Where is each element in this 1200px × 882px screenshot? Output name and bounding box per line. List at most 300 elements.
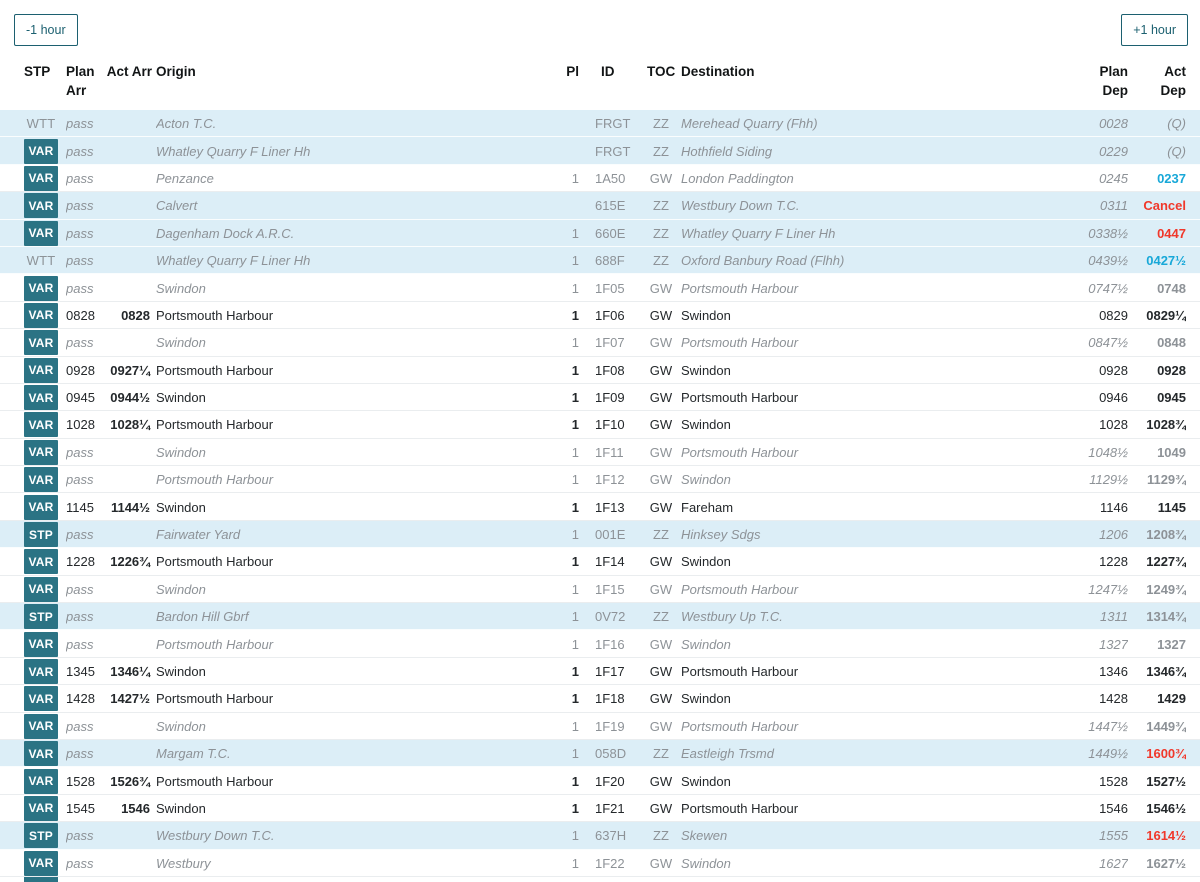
act-dep-cell: 0928 bbox=[1157, 362, 1186, 378]
stp-cell bbox=[24, 329, 66, 356]
destination-cell: Oxford Banbury Road (Flhh) bbox=[681, 253, 845, 269]
origin-cell: Portsmouth Harbour bbox=[156, 636, 274, 652]
plan-arr-cell: pass bbox=[66, 198, 94, 214]
act-dep-cell: 1627½ bbox=[1146, 855, 1186, 871]
toc-cell: GW bbox=[649, 773, 673, 789]
stp-badge: VAR bbox=[24, 330, 58, 355]
train-id-cell: 1F17 bbox=[595, 664, 625, 679]
act-dep-cell: 1208¾ bbox=[1146, 527, 1186, 543]
origin-cell: Acton T.C. bbox=[156, 116, 217, 132]
train-id-cell: 1F18 bbox=[595, 691, 625, 707]
act-arr-cell: 1546 bbox=[121, 800, 150, 816]
stp-cell bbox=[24, 658, 66, 685]
platform-cell: 1 bbox=[571, 280, 579, 296]
toc-cell: ZZ bbox=[653, 198, 669, 214]
toc-cell: GW bbox=[649, 307, 673, 323]
act-dep-cell: 1028¾ bbox=[1146, 417, 1186, 433]
act-dep-cell: 1600¾ bbox=[1146, 746, 1186, 762]
destination-cell: Portsmouth Harbour bbox=[681, 800, 799, 816]
toc-cell: GW bbox=[649, 636, 673, 652]
toc-cell: ZZ bbox=[653, 746, 669, 762]
table-row[interactable] bbox=[0, 850, 1200, 877]
plan-dep-cell: 0829 bbox=[1099, 307, 1128, 323]
header-stp: STP bbox=[24, 64, 51, 79]
plan-arr-cell: pass bbox=[66, 609, 94, 625]
origin-cell: Swindon bbox=[156, 444, 206, 460]
header-toc: TOC bbox=[647, 64, 676, 79]
train-id-cell: 1F11 bbox=[595, 444, 624, 460]
platform-cell: 1 bbox=[571, 609, 579, 625]
origin-cell: Swindon bbox=[156, 581, 206, 597]
toc-cell: GW bbox=[649, 581, 673, 597]
header-train-id: ID bbox=[601, 64, 615, 79]
plan-arr-cell: 1428 bbox=[66, 691, 95, 707]
train-id-cell: 1F13 bbox=[595, 499, 625, 515]
train-id-cell: 1F10 bbox=[595, 417, 625, 433]
platform-cell: 1 bbox=[571, 855, 579, 871]
destination-cell: Skewen bbox=[681, 828, 728, 844]
stp-cell bbox=[24, 603, 66, 630]
header-plan-dep: Plan Dep bbox=[1099, 64, 1128, 98]
toc-cell: GW bbox=[649, 417, 673, 433]
plan-dep-cell: 0439½ bbox=[1088, 253, 1128, 269]
table-header bbox=[0, 62, 1200, 110]
table-row[interactable] bbox=[0, 822, 1200, 849]
origin-cell: Fairwater Yard bbox=[156, 527, 241, 543]
plan-arr-cell: pass bbox=[66, 828, 94, 844]
act-dep-cell: (Q) bbox=[1167, 143, 1186, 159]
table-row[interactable] bbox=[0, 247, 1200, 274]
origin-cell: Swindon bbox=[156, 718, 206, 734]
stp-cell bbox=[24, 137, 66, 164]
stp-cell bbox=[24, 630, 66, 657]
destination-cell: Whatley Quarry F Liner Hh bbox=[681, 225, 836, 241]
stp-badge: VAR bbox=[24, 385, 58, 410]
origin-cell: Portsmouth Harbour bbox=[156, 307, 274, 323]
toolbar bbox=[0, 0, 1200, 46]
table-row[interactable] bbox=[0, 521, 1200, 548]
toc-cell: GW bbox=[649, 499, 673, 515]
table-row[interactable] bbox=[0, 466, 1200, 493]
act-arr-cell: 0927¼ bbox=[110, 362, 150, 378]
platform-cell: 1 bbox=[571, 554, 579, 570]
stp-badge: STP bbox=[24, 604, 58, 629]
plan-dep-cell: 0245 bbox=[1099, 170, 1128, 186]
platform-cell: 1 bbox=[571, 691, 579, 707]
act-dep-cell: 0848 bbox=[1157, 335, 1186, 351]
act-dep-cell: 1546½ bbox=[1146, 800, 1186, 816]
train-id-cell: 1F14 bbox=[595, 554, 625, 570]
plan-dep-cell: 1247½ bbox=[1088, 581, 1128, 597]
act-dep-cell: 1049 bbox=[1157, 444, 1186, 460]
train-id-cell: 1F22 bbox=[595, 855, 625, 871]
plan-arr-cell: 0828 bbox=[66, 307, 95, 323]
table-row-partial[interactable] bbox=[0, 877, 1200, 882]
table-row[interactable] bbox=[0, 713, 1200, 740]
next-hour-button[interactable]: +1 hour bbox=[1121, 14, 1188, 46]
table-row[interactable] bbox=[0, 548, 1200, 575]
destination-cell: Hinksey Sdgs bbox=[681, 527, 761, 543]
platform-cell: 1 bbox=[571, 527, 579, 543]
origin-cell: Westbury Down T.C. bbox=[156, 828, 275, 844]
act-dep-cell: (Q) bbox=[1167, 116, 1186, 132]
act-dep-cell: 0829¼ bbox=[1146, 307, 1186, 323]
plan-dep-cell: 1327 bbox=[1099, 636, 1128, 652]
plan-arr-cell: 1145 bbox=[66, 499, 94, 515]
plan-arr-cell: 0928 bbox=[66, 362, 95, 378]
act-arr-cell: 1526¾ bbox=[110, 773, 150, 789]
plan-arr-cell: 1528 bbox=[66, 773, 95, 789]
act-dep-cell: 0447 bbox=[1157, 225, 1186, 241]
platform-cell: 1 bbox=[571, 362, 579, 378]
plan-dep-cell: 1311 bbox=[1100, 609, 1128, 625]
train-id-cell: FRGT bbox=[595, 116, 631, 132]
train-id-cell: 1F08 bbox=[595, 362, 625, 378]
plan-dep-cell: 1555 bbox=[1099, 828, 1128, 844]
stp-cell bbox=[24, 192, 66, 219]
stp-cell bbox=[24, 521, 66, 548]
header-act-arr: Act Arr bbox=[106, 64, 152, 79]
table-row[interactable] bbox=[0, 767, 1200, 794]
act-arr-cell: 0828 bbox=[121, 307, 150, 323]
origin-cell: Penzance bbox=[156, 170, 214, 186]
plan-arr-cell: pass bbox=[66, 280, 94, 296]
origin-cell: Swindon bbox=[156, 800, 206, 816]
origin-cell: Westbury bbox=[156, 855, 211, 871]
destination-cell: Merehead Quarry (Fhh) bbox=[681, 116, 818, 132]
platform-cell: 1 bbox=[571, 800, 579, 816]
train-id-cell: 1F07 bbox=[595, 335, 625, 351]
destination-cell: Swindon bbox=[681, 307, 731, 323]
stp-badge: VAR bbox=[24, 495, 58, 520]
platform-cell: 1 bbox=[571, 472, 579, 488]
destination-cell: Westbury Down T.C. bbox=[681, 198, 800, 214]
train-id-cell: 1F16 bbox=[595, 636, 625, 652]
plan-arr-cell: 1028 bbox=[66, 417, 95, 433]
act-dep-cell: 0237 bbox=[1157, 170, 1186, 186]
act-dep-cell: 1527½ bbox=[1146, 773, 1186, 789]
origin-cell: Dagenham Dock A.R.C. bbox=[156, 225, 295, 241]
origin-cell: Calvert bbox=[156, 198, 198, 214]
platform-cell: 1 bbox=[571, 773, 579, 789]
plan-dep-cell: 1028 bbox=[1099, 417, 1128, 433]
platform-cell: 1 bbox=[571, 444, 579, 460]
origin-cell: Swindon bbox=[156, 499, 206, 515]
prev-hour-button[interactable]: -1 hour bbox=[14, 14, 78, 46]
stp-cell bbox=[24, 247, 66, 274]
platform-cell: 1 bbox=[571, 417, 579, 433]
stp-cell bbox=[24, 493, 66, 520]
table-row[interactable] bbox=[0, 411, 1200, 438]
act-dep-cell: 0427½ bbox=[1146, 253, 1186, 269]
stp-cell bbox=[24, 548, 66, 575]
stp-badge: VAR bbox=[24, 686, 58, 711]
plan-dep-cell: 1447½ bbox=[1088, 718, 1128, 734]
plan-dep-cell: 0946 bbox=[1099, 390, 1128, 406]
plan-arr-cell: pass bbox=[66, 444, 94, 460]
table-row[interactable] bbox=[0, 220, 1200, 247]
act-dep-cell: 1429 bbox=[1157, 691, 1186, 707]
header-destination: Destination bbox=[681, 64, 755, 79]
plan-arr-cell: pass bbox=[66, 253, 94, 269]
stp-cell bbox=[24, 576, 66, 603]
platform-cell: 1 bbox=[571, 335, 579, 351]
toc-cell: GW bbox=[649, 472, 673, 488]
plan-arr-cell: pass bbox=[66, 636, 94, 652]
origin-cell: Portsmouth Harbour bbox=[156, 554, 274, 570]
stp-badge: VAR bbox=[24, 549, 58, 574]
stp-badge: VAR bbox=[24, 577, 58, 602]
plan-arr-cell: pass bbox=[66, 718, 94, 734]
destination-cell: Portsmouth Harbour bbox=[681, 664, 799, 679]
table-row[interactable] bbox=[0, 795, 1200, 822]
stp-badge: VAR bbox=[24, 412, 58, 437]
stp-cell bbox=[24, 110, 66, 137]
destination-cell: Fareham bbox=[681, 499, 734, 515]
act-dep-cell: 1129¾ bbox=[1146, 472, 1186, 488]
stp-badge bbox=[24, 877, 58, 882]
plan-arr-cell: pass bbox=[66, 143, 94, 159]
origin-cell: Portsmouth Harbour bbox=[156, 362, 274, 378]
toc-cell: ZZ bbox=[653, 143, 669, 159]
table-row[interactable] bbox=[0, 439, 1200, 466]
stp-badge: VAR bbox=[24, 714, 58, 739]
toc-cell: GW bbox=[649, 554, 673, 570]
toc-cell: ZZ bbox=[653, 527, 669, 543]
plan-dep-cell: 1228 bbox=[1099, 554, 1128, 570]
stp-cell bbox=[24, 850, 66, 877]
origin-cell: Portsmouth Harbour bbox=[156, 773, 274, 789]
stp-badge: VAR bbox=[24, 632, 58, 657]
plan-dep-cell: 0847½ bbox=[1088, 335, 1128, 351]
origin-cell: Swindon bbox=[156, 664, 206, 679]
stp-badge: VAR bbox=[24, 440, 58, 465]
train-id-cell: 1F05 bbox=[595, 280, 625, 296]
act-dep-cell: 1227¾ bbox=[1146, 554, 1186, 570]
train-id-cell: 688F bbox=[595, 253, 625, 269]
stp-cell bbox=[24, 740, 66, 767]
destination-cell: Hothfield Siding bbox=[681, 143, 773, 159]
train-id-cell: 637H bbox=[595, 828, 627, 844]
toc-cell: ZZ bbox=[653, 116, 669, 132]
toc-cell: GW bbox=[649, 691, 673, 707]
toc-cell: GW bbox=[649, 855, 673, 871]
plan-dep-cell: 0311 bbox=[1100, 198, 1128, 214]
toc-cell: GW bbox=[649, 335, 673, 351]
platform-cell: 1 bbox=[571, 746, 579, 762]
stp-cell bbox=[24, 384, 66, 411]
origin-cell: Swindon bbox=[156, 390, 206, 406]
table-row[interactable] bbox=[0, 110, 1200, 137]
train-id-cell: 001E bbox=[595, 527, 626, 543]
act-dep-cell: 1449¾ bbox=[1146, 718, 1186, 734]
plan-dep-cell: 1546 bbox=[1099, 800, 1128, 816]
act-arr-cell: 1226¾ bbox=[110, 554, 150, 570]
destination-cell: Westbury Up T.C. bbox=[681, 609, 783, 625]
destination-cell: Portsmouth Harbour bbox=[681, 390, 799, 406]
table-row[interactable] bbox=[0, 493, 1200, 520]
table-row[interactable] bbox=[0, 302, 1200, 329]
destination-cell: Swindon bbox=[681, 636, 731, 652]
plan-dep-cell: 1528 bbox=[1099, 773, 1128, 789]
plan-dep-cell: 0747½ bbox=[1088, 280, 1128, 296]
table-row[interactable] bbox=[0, 357, 1200, 384]
destination-cell: Swindon bbox=[681, 417, 731, 433]
act-dep-cell: Cancel bbox=[1143, 198, 1186, 214]
table-row[interactable] bbox=[0, 384, 1200, 411]
destination-cell: Portsmouth Harbour bbox=[681, 280, 799, 296]
plan-arr-cell: 0945 bbox=[66, 390, 95, 406]
stp-cell bbox=[24, 822, 66, 849]
stp-badge: VAR bbox=[24, 851, 58, 876]
plan-dep-cell: 1206 bbox=[1099, 527, 1128, 543]
stp-cell bbox=[24, 357, 66, 384]
plan-arr-cell: 1345 bbox=[66, 664, 95, 679]
table-row[interactable] bbox=[0, 658, 1200, 685]
stp-badge: VAR bbox=[24, 276, 58, 301]
plan-arr-cell: pass bbox=[66, 472, 94, 488]
platform-cell: 1 bbox=[571, 499, 579, 515]
act-dep-cell: 1614½ bbox=[1146, 828, 1186, 844]
act-arr-cell: 0944½ bbox=[110, 390, 150, 406]
train-id-cell: 1F20 bbox=[595, 773, 625, 789]
toc-cell: GW bbox=[649, 280, 673, 296]
platform-cell: 1 bbox=[571, 307, 579, 323]
destination-cell: Eastleigh Trsmd bbox=[681, 746, 774, 762]
stp-cell bbox=[24, 713, 66, 740]
destination-cell: Portsmouth Harbour bbox=[681, 335, 799, 351]
plan-arr-cell: pass bbox=[66, 116, 94, 132]
stp-badge: VAR bbox=[24, 139, 58, 164]
origin-cell: Margam T.C. bbox=[156, 746, 231, 762]
act-dep-cell: 1327 bbox=[1157, 636, 1186, 652]
plan-arr-cell: pass bbox=[66, 225, 94, 241]
destination-cell: Portsmouth Harbour bbox=[681, 581, 799, 597]
table-row[interactable] bbox=[0, 192, 1200, 219]
act-dep-cell: 1346¾ bbox=[1146, 664, 1186, 679]
stp-cell bbox=[24, 411, 66, 438]
platform-cell: 1 bbox=[571, 390, 579, 406]
act-arr-cell: 1346¼ bbox=[110, 664, 150, 679]
destination-cell: Swindon bbox=[681, 472, 731, 488]
plan-arr-cell: pass bbox=[66, 170, 94, 186]
plan-dep-cell: 0928 bbox=[1099, 362, 1128, 378]
stp-cell bbox=[24, 767, 66, 794]
plan-dep-cell: 1146 bbox=[1100, 499, 1128, 515]
plan-dep-cell: 1346 bbox=[1099, 664, 1128, 679]
plan-dep-cell: 0338½ bbox=[1088, 225, 1128, 241]
origin-cell: Bardon Hill Gbrf bbox=[156, 609, 249, 625]
plan-dep-cell: 1449½ bbox=[1088, 746, 1128, 762]
plan-dep-cell: 0028 bbox=[1099, 116, 1128, 132]
origin-cell: Portsmouth Harbour bbox=[156, 691, 274, 707]
origin-cell: Swindon bbox=[156, 280, 206, 296]
stp-cell bbox=[24, 439, 66, 466]
plan-dep-cell: 1048½ bbox=[1088, 444, 1128, 460]
stp-badge: VAR bbox=[24, 769, 58, 794]
stp-badge: WTT bbox=[26, 116, 56, 132]
act-dep-cell: 1145 bbox=[1157, 499, 1186, 515]
platform-cell: 1 bbox=[571, 718, 579, 734]
destination-cell: Portsmouth Harbour bbox=[681, 444, 799, 460]
plan-arr-cell: 1545 bbox=[66, 800, 95, 816]
train-id-cell: 1F19 bbox=[595, 718, 625, 734]
stp-badge: STP bbox=[24, 823, 58, 848]
stp-badge: VAR bbox=[24, 221, 58, 246]
stp-badge: VAR bbox=[24, 796, 58, 821]
plan-arr-cell: pass bbox=[66, 855, 94, 871]
table-row[interactable] bbox=[0, 329, 1200, 356]
platform-cell: 1 bbox=[571, 225, 579, 241]
stp-badge: VAR bbox=[24, 741, 58, 766]
plan-dep-cell: 1129½ bbox=[1089, 472, 1128, 488]
table-row[interactable] bbox=[0, 630, 1200, 657]
destination-cell: Swindon bbox=[681, 554, 731, 570]
platform-cell: 1 bbox=[571, 253, 579, 269]
stp-badge: VAR bbox=[24, 166, 58, 191]
toc-cell: GW bbox=[649, 664, 673, 679]
act-arr-cell: 1144½ bbox=[110, 499, 150, 515]
destination-cell: Swindon bbox=[681, 855, 731, 871]
stp-cell bbox=[24, 685, 66, 712]
toc-cell: GW bbox=[649, 718, 673, 734]
stp-badge: VAR bbox=[24, 358, 58, 383]
toc-cell: GW bbox=[649, 800, 673, 816]
platform-cell: 1 bbox=[571, 170, 579, 186]
header-act-dep: Act Dep bbox=[1160, 64, 1186, 98]
table-row[interactable] bbox=[0, 603, 1200, 630]
plan-dep-cell: 1428 bbox=[1099, 691, 1128, 707]
table-row[interactable] bbox=[0, 740, 1200, 767]
origin-cell: Swindon bbox=[156, 335, 206, 351]
table-row[interactable] bbox=[0, 165, 1200, 192]
stp-cell bbox=[24, 466, 66, 493]
plan-dep-cell: 1627 bbox=[1099, 855, 1128, 871]
act-dep-cell: 1314¾ bbox=[1146, 609, 1186, 625]
table-row[interactable] bbox=[0, 137, 1200, 164]
act-dep-cell: 1249¾ bbox=[1146, 581, 1186, 597]
platform-cell: 1 bbox=[571, 636, 579, 652]
table-row[interactable] bbox=[0, 685, 1200, 712]
toc-cell: GW bbox=[649, 170, 673, 186]
origin-cell: Portsmouth Harbour bbox=[156, 417, 274, 433]
train-id-cell: FRGT bbox=[595, 143, 631, 159]
train-id-cell: 660E bbox=[595, 225, 626, 241]
table-row[interactable] bbox=[0, 274, 1200, 301]
train-id-cell: 615E bbox=[595, 198, 626, 214]
toc-cell: GW bbox=[649, 444, 673, 460]
act-dep-cell: 0748 bbox=[1157, 280, 1186, 296]
train-id-cell: 1F21 bbox=[595, 800, 625, 816]
plan-arr-cell: pass bbox=[66, 335, 94, 351]
train-id-cell: 1A50 bbox=[595, 170, 626, 186]
toc-cell: ZZ bbox=[653, 253, 669, 269]
train-id-cell: 1F15 bbox=[595, 581, 625, 597]
origin-cell: Whatley Quarry F Liner Hh bbox=[156, 253, 311, 269]
platform-cell: 1 bbox=[571, 664, 579, 679]
platform-cell: 1 bbox=[571, 828, 579, 844]
stp-cell bbox=[24, 795, 66, 822]
stp-badge: VAR bbox=[24, 193, 58, 218]
toc-cell: ZZ bbox=[653, 828, 669, 844]
train-id-cell: 0V72 bbox=[595, 609, 626, 625]
stp-cell bbox=[24, 220, 66, 247]
table-body bbox=[0, 110, 1200, 877]
plan-arr-cell: pass bbox=[66, 746, 94, 762]
stp-badge: VAR bbox=[24, 467, 58, 492]
table-row[interactable] bbox=[0, 576, 1200, 603]
train-id-cell: 1F12 bbox=[595, 472, 625, 488]
